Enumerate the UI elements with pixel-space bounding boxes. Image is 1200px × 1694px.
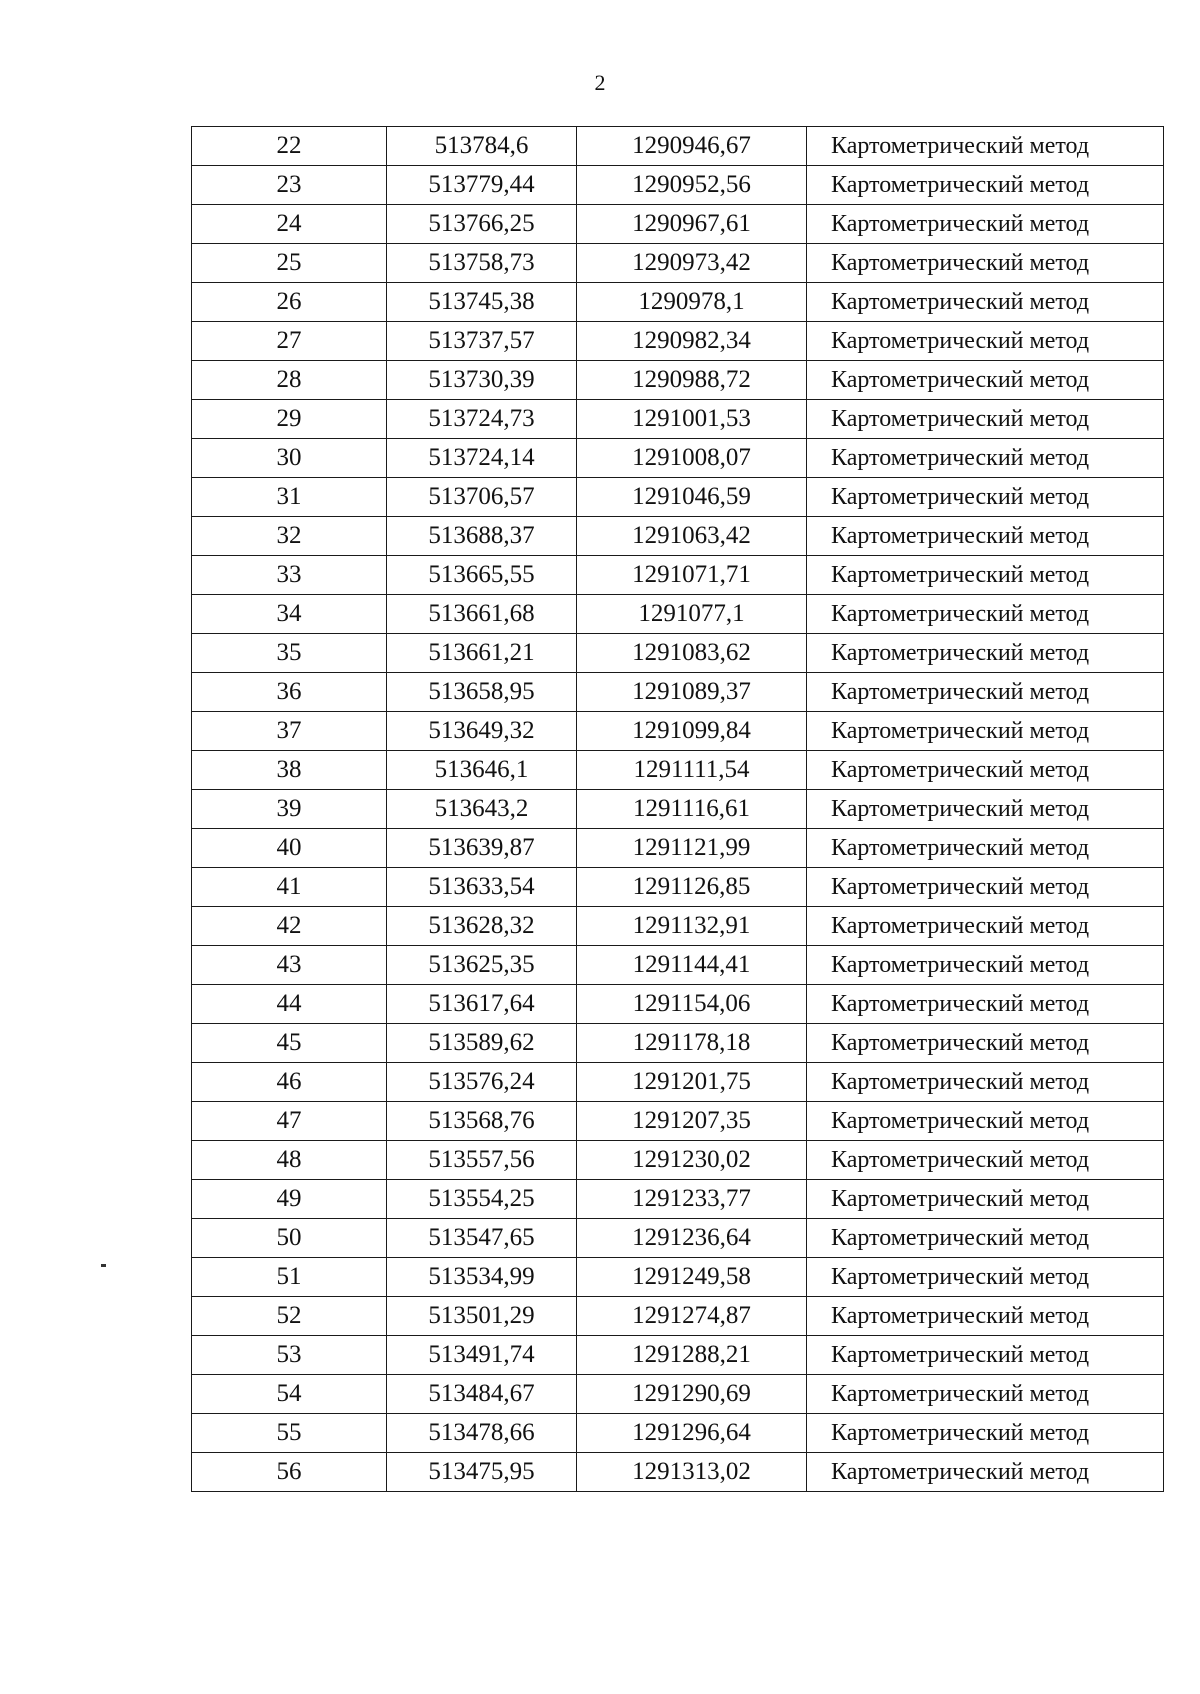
point-number-cell: 26 [192, 283, 387, 322]
y-coordinate-cell: 1291111,54 [577, 751, 807, 790]
table-row [192, 1453, 1164, 1492]
method-cell: Картометрический метод [807, 439, 1164, 478]
y-coordinate-cell: 1291154,06 [577, 985, 807, 1024]
x-coordinate-cell: 513779,44 [387, 166, 577, 205]
table-row [192, 1375, 1164, 1414]
x-coordinate-cell: 513688,37 [387, 517, 577, 556]
y-coordinate-cell: 1291083,62 [577, 634, 807, 673]
method-cell: Картометрический метод [807, 790, 1164, 829]
method-cell: Картометрический метод [807, 205, 1164, 244]
table-row [192, 1336, 1164, 1375]
y-coordinate-cell: 1291207,35 [577, 1102, 807, 1141]
x-coordinate-cell: 513665,55 [387, 556, 577, 595]
table-row [192, 400, 1164, 439]
point-number-cell: 55 [192, 1414, 387, 1453]
method-cell: Картометрический метод [807, 400, 1164, 439]
x-coordinate-cell: 513484,67 [387, 1375, 577, 1414]
y-coordinate-cell: 1291144,41 [577, 946, 807, 985]
point-number-cell: 36 [192, 673, 387, 712]
point-number-cell: 37 [192, 712, 387, 751]
method-cell: Картометрический метод [807, 1102, 1164, 1141]
y-coordinate-cell: 1290982,34 [577, 322, 807, 361]
method-cell: Картометрический метод [807, 829, 1164, 868]
method-cell: Картометрический метод [807, 595, 1164, 634]
table-row [192, 478, 1164, 517]
point-number-cell: 46 [192, 1063, 387, 1102]
y-coordinate-cell: 1291089,37 [577, 673, 807, 712]
y-coordinate-cell: 1291116,61 [577, 790, 807, 829]
y-coordinate-cell: 1291274,87 [577, 1297, 807, 1336]
x-coordinate-cell: 513478,66 [387, 1414, 577, 1453]
table-row [192, 517, 1164, 556]
y-coordinate-cell: 1291046,59 [577, 478, 807, 517]
method-cell: Картометрический метод [807, 322, 1164, 361]
table-row [192, 361, 1164, 400]
table-row [192, 322, 1164, 361]
method-cell: Картометрический метод [807, 673, 1164, 712]
method-cell: Картометрический метод [807, 283, 1164, 322]
x-coordinate-cell: 513589,62 [387, 1024, 577, 1063]
table-row [192, 439, 1164, 478]
point-number-cell: 25 [192, 244, 387, 283]
x-coordinate-cell: 513661,68 [387, 595, 577, 634]
table-row [192, 283, 1164, 322]
table-row [192, 244, 1164, 283]
method-cell: Картометрический метод [807, 517, 1164, 556]
method-cell: Картометрический метод [807, 166, 1164, 205]
point-number-cell: 54 [192, 1375, 387, 1414]
table-row [192, 868, 1164, 907]
method-cell: Картометрический метод [807, 1297, 1164, 1336]
x-coordinate-cell: 513617,64 [387, 985, 577, 1024]
y-coordinate-cell: 1290946,67 [577, 127, 807, 166]
point-number-cell: 41 [192, 868, 387, 907]
table-body [192, 127, 1164, 1492]
method-cell: Картометрический метод [807, 1180, 1164, 1219]
x-coordinate-cell: 513547,65 [387, 1219, 577, 1258]
x-coordinate-cell: 513534,99 [387, 1258, 577, 1297]
table-row [192, 1141, 1164, 1180]
x-coordinate-cell: 513658,95 [387, 673, 577, 712]
table-row [192, 673, 1164, 712]
table-row [192, 1258, 1164, 1297]
y-coordinate-cell: 1291233,77 [577, 1180, 807, 1219]
method-cell: Картометрический метод [807, 244, 1164, 283]
table-row [192, 127, 1164, 166]
x-coordinate-cell: 513646,1 [387, 751, 577, 790]
x-coordinate-cell: 513625,35 [387, 946, 577, 985]
x-coordinate-cell: 513724,73 [387, 400, 577, 439]
table-row [192, 1102, 1164, 1141]
y-coordinate-cell: 1290967,61 [577, 205, 807, 244]
table-row [192, 712, 1164, 751]
scan-mark [101, 1264, 106, 1267]
method-cell: Картометрический метод [807, 907, 1164, 946]
y-coordinate-cell: 1291063,42 [577, 517, 807, 556]
table-row [192, 205, 1164, 244]
method-cell: Картометрический метод [807, 1141, 1164, 1180]
method-cell: Картометрический метод [807, 1258, 1164, 1297]
y-coordinate-cell: 1291099,84 [577, 712, 807, 751]
y-coordinate-cell: 1291288,21 [577, 1336, 807, 1375]
point-number-cell: 50 [192, 1219, 387, 1258]
method-cell: Картометрический метод [807, 1336, 1164, 1375]
method-cell: Картометрический метод [807, 634, 1164, 673]
x-coordinate-cell: 513766,25 [387, 205, 577, 244]
point-number-cell: 32 [192, 517, 387, 556]
table-row [192, 946, 1164, 985]
y-coordinate-cell: 1291008,07 [577, 439, 807, 478]
point-number-cell: 42 [192, 907, 387, 946]
point-number-cell: 28 [192, 361, 387, 400]
y-coordinate-cell: 1290952,56 [577, 166, 807, 205]
x-coordinate-cell: 513649,32 [387, 712, 577, 751]
y-coordinate-cell: 1291178,18 [577, 1024, 807, 1063]
point-number-cell: 52 [192, 1297, 387, 1336]
table-row [192, 166, 1164, 205]
table-row [192, 907, 1164, 946]
table-row [192, 634, 1164, 673]
point-number-cell: 35 [192, 634, 387, 673]
y-coordinate-cell: 1291230,02 [577, 1141, 807, 1180]
table-row [192, 556, 1164, 595]
point-number-cell: 27 [192, 322, 387, 361]
x-coordinate-cell: 513475,95 [387, 1453, 577, 1492]
point-number-cell: 31 [192, 478, 387, 517]
x-coordinate-cell: 513557,56 [387, 1141, 577, 1180]
y-coordinate-cell: 1290973,42 [577, 244, 807, 283]
point-number-cell: 38 [192, 751, 387, 790]
point-number-cell: 34 [192, 595, 387, 634]
y-coordinate-cell: 1291236,64 [577, 1219, 807, 1258]
method-cell: Картометрический метод [807, 478, 1164, 517]
table-row [192, 985, 1164, 1024]
y-coordinate-cell: 1290978,1 [577, 283, 807, 322]
x-coordinate-cell: 513491,74 [387, 1336, 577, 1375]
point-number-cell: 43 [192, 946, 387, 985]
point-number-cell: 48 [192, 1141, 387, 1180]
table-row [192, 1297, 1164, 1336]
table-row [192, 1219, 1164, 1258]
y-coordinate-cell: 1291132,91 [577, 907, 807, 946]
point-number-cell: 40 [192, 829, 387, 868]
method-cell: Картометрический метод [807, 1414, 1164, 1453]
method-cell: Картометрический метод [807, 1063, 1164, 1102]
table-row [192, 1180, 1164, 1219]
y-coordinate-cell: 1291249,58 [577, 1258, 807, 1297]
y-coordinate-cell: 1291001,53 [577, 400, 807, 439]
x-coordinate-cell: 513706,57 [387, 478, 577, 517]
point-number-cell: 22 [192, 127, 387, 166]
x-coordinate-cell: 513724,14 [387, 439, 577, 478]
method-cell: Картометрический метод [807, 1375, 1164, 1414]
point-number-cell: 29 [192, 400, 387, 439]
y-coordinate-cell: 1291121,99 [577, 829, 807, 868]
method-cell: Картометрический метод [807, 556, 1164, 595]
x-coordinate-cell: 513554,25 [387, 1180, 577, 1219]
x-coordinate-cell: 513737,57 [387, 322, 577, 361]
method-cell: Картометрический метод [807, 868, 1164, 907]
x-coordinate-cell: 513639,87 [387, 829, 577, 868]
page-number: 2 [594, 70, 606, 95]
x-coordinate-cell: 513568,76 [387, 1102, 577, 1141]
point-number-cell: 39 [192, 790, 387, 829]
point-number-cell: 30 [192, 439, 387, 478]
y-coordinate-cell: 1291071,71 [577, 556, 807, 595]
point-number-cell: 33 [192, 556, 387, 595]
point-number-cell: 45 [192, 1024, 387, 1063]
method-cell: Картометрический метод [807, 751, 1164, 790]
x-coordinate-cell: 513730,39 [387, 361, 577, 400]
table-row [192, 790, 1164, 829]
method-cell: Картометрический метод [807, 127, 1164, 166]
point-number-cell: 49 [192, 1180, 387, 1219]
x-coordinate-cell: 513628,32 [387, 907, 577, 946]
point-number-cell: 56 [192, 1453, 387, 1492]
x-coordinate-cell: 513784,6 [387, 127, 577, 166]
point-number-cell: 24 [192, 205, 387, 244]
table-row [192, 1414, 1164, 1453]
method-cell: Картометрический метод [807, 1219, 1164, 1258]
x-coordinate-cell: 513501,29 [387, 1297, 577, 1336]
table-row [192, 1063, 1164, 1102]
y-coordinate-cell: 1291126,85 [577, 868, 807, 907]
y-coordinate-cell: 1291201,75 [577, 1063, 807, 1102]
table-row [192, 829, 1164, 868]
point-number-cell: 53 [192, 1336, 387, 1375]
x-coordinate-cell: 513576,24 [387, 1063, 577, 1102]
x-coordinate-cell: 513758,73 [387, 244, 577, 283]
method-cell: Картометрический метод [807, 946, 1164, 985]
method-cell: Картометрический метод [807, 1453, 1164, 1492]
method-cell: Картометрический метод [807, 712, 1164, 751]
x-coordinate-cell: 513745,38 [387, 283, 577, 322]
y-coordinate-cell: 1291296,64 [577, 1414, 807, 1453]
table-row [192, 595, 1164, 634]
point-number-cell: 47 [192, 1102, 387, 1141]
method-cell: Картометрический метод [807, 1024, 1164, 1063]
x-coordinate-cell: 513661,21 [387, 634, 577, 673]
y-coordinate-cell: 1291077,1 [577, 595, 807, 634]
y-coordinate-cell: 1290988,72 [577, 361, 807, 400]
point-number-cell: 44 [192, 985, 387, 1024]
x-coordinate-cell: 513643,2 [387, 790, 577, 829]
table-row [192, 751, 1164, 790]
table-row [192, 1024, 1164, 1063]
x-coordinate-cell: 513633,54 [387, 868, 577, 907]
point-number-cell: 51 [192, 1258, 387, 1297]
coordinates-table [191, 126, 1164, 1492]
y-coordinate-cell: 1291290,69 [577, 1375, 807, 1414]
method-cell: Картометрический метод [807, 985, 1164, 1024]
method-cell: Картометрический метод [807, 361, 1164, 400]
point-number-cell: 23 [192, 166, 387, 205]
y-coordinate-cell: 1291313,02 [577, 1453, 807, 1492]
